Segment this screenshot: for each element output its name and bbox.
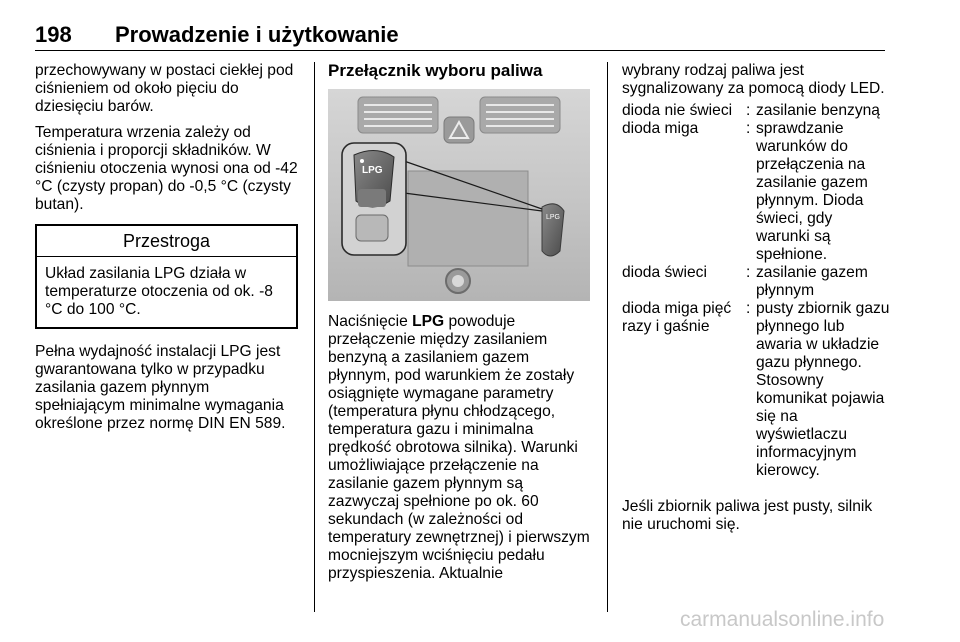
table-row: dioda miga pięć razy i gaśnie : pusty zbiornik gazu płynnego lub awaria w układzie gazu płynnego. Stosowny komunikat pojawia się na wyświetlaczu informacyjnym kierowcy. <box>622 300 890 479</box>
lpg-bold: LPG <box>412 313 445 330</box>
lpg-label: LPG <box>362 165 383 176</box>
hazard-button <box>444 117 474 143</box>
paragraph: Jeśli zbiornik paliwa jest pusty, silnik nie uruchomi się. <box>622 498 873 533</box>
led-indicator <box>360 159 364 163</box>
dashboard-figure <box>328 89 590 301</box>
paragraph: Naciśnięcie LPG powoduje przełączenie między zasilaniem benzyną a zasilaniem gazem płynnym, pod warunkiem że zostały osiągnięte wymagane parametry (temperatura płynu chłodzącego, temperatura gazu i minimalna prędkość obrotowa silnika). Warunki umożliwiające przełączenie na zasilanie gazem płynnym są zazwyczaj spełnione po ok. 60 sekundach (w zależności od temperatury zewnętrznej) i pierwszym mocniejszym wciśnięciu pedału przyspieszenia. Aktualnie <box>328 313 590 582</box>
column-divider <box>607 62 608 612</box>
table-row: dioda nie świeci : zasilanie benzyną <box>622 102 880 119</box>
lpg-label-small: LPG <box>546 214 561 221</box>
column-right <box>622 62 890 542</box>
lpg-button-small <box>542 204 564 256</box>
paragraph: Temperatura wrzenia zależy od ciśnienia i proporcji składników. W ciśnieniu otoczenia wynosi ona od -42 °C (czysty propan) do -0,5 °C (czysty butan). <box>35 124 298 213</box>
column-middle <box>328 62 590 591</box>
led-status-table <box>622 102 890 480</box>
table-row: dioda świeci : zasilanie gazem płynnym <box>622 264 868 299</box>
table-row: dioda miga : sprawdzanie warunków do przełączenia na zasilanie gazem płynnym. Dioda świeci, gdy warunki są spełnione. <box>622 120 868 263</box>
air-vent <box>480 97 560 133</box>
dashboard-illustration <box>328 89 590 301</box>
control-knob <box>446 269 470 293</box>
warning-title: Przestroga <box>37 226 296 257</box>
paragraph: wybrany rodzaj paliwa jest sygnalizowany za pomocą diody LED. <box>622 62 885 97</box>
lower-button <box>356 215 388 241</box>
paragraph: Pełna wydajność instalacji LPG jest gwarantowana tylko w przypadku zasilania gazem płynnym spełniającym minimalne wymagania określone przez normę DIN EN 589. <box>35 343 286 432</box>
page-header <box>35 20 885 51</box>
warning-text: Układ zasilania LPG działa w temperaturze otoczenia od ok. -8 °C do 100 °C. <box>45 265 273 318</box>
page-title: Prowadzenie i użytkowanie <box>115 22 399 47</box>
button-icon <box>358 189 386 207</box>
air-vent <box>358 97 438 133</box>
section-heading: Przełącznik wyboru paliwa <box>328 61 543 80</box>
column-divider <box>314 62 315 612</box>
warning-box <box>35 224 298 329</box>
column-left <box>35 62 300 441</box>
display-screen <box>408 171 528 266</box>
page-number: 198 <box>35 22 72 47</box>
magnified-inset <box>342 143 406 255</box>
watermark: carmanualsonline.info <box>680 608 885 631</box>
paragraph: przechowywany w postaci ciekłej pod ciśnieniem od około pięciu do dziesięciu barów. <box>35 62 294 115</box>
